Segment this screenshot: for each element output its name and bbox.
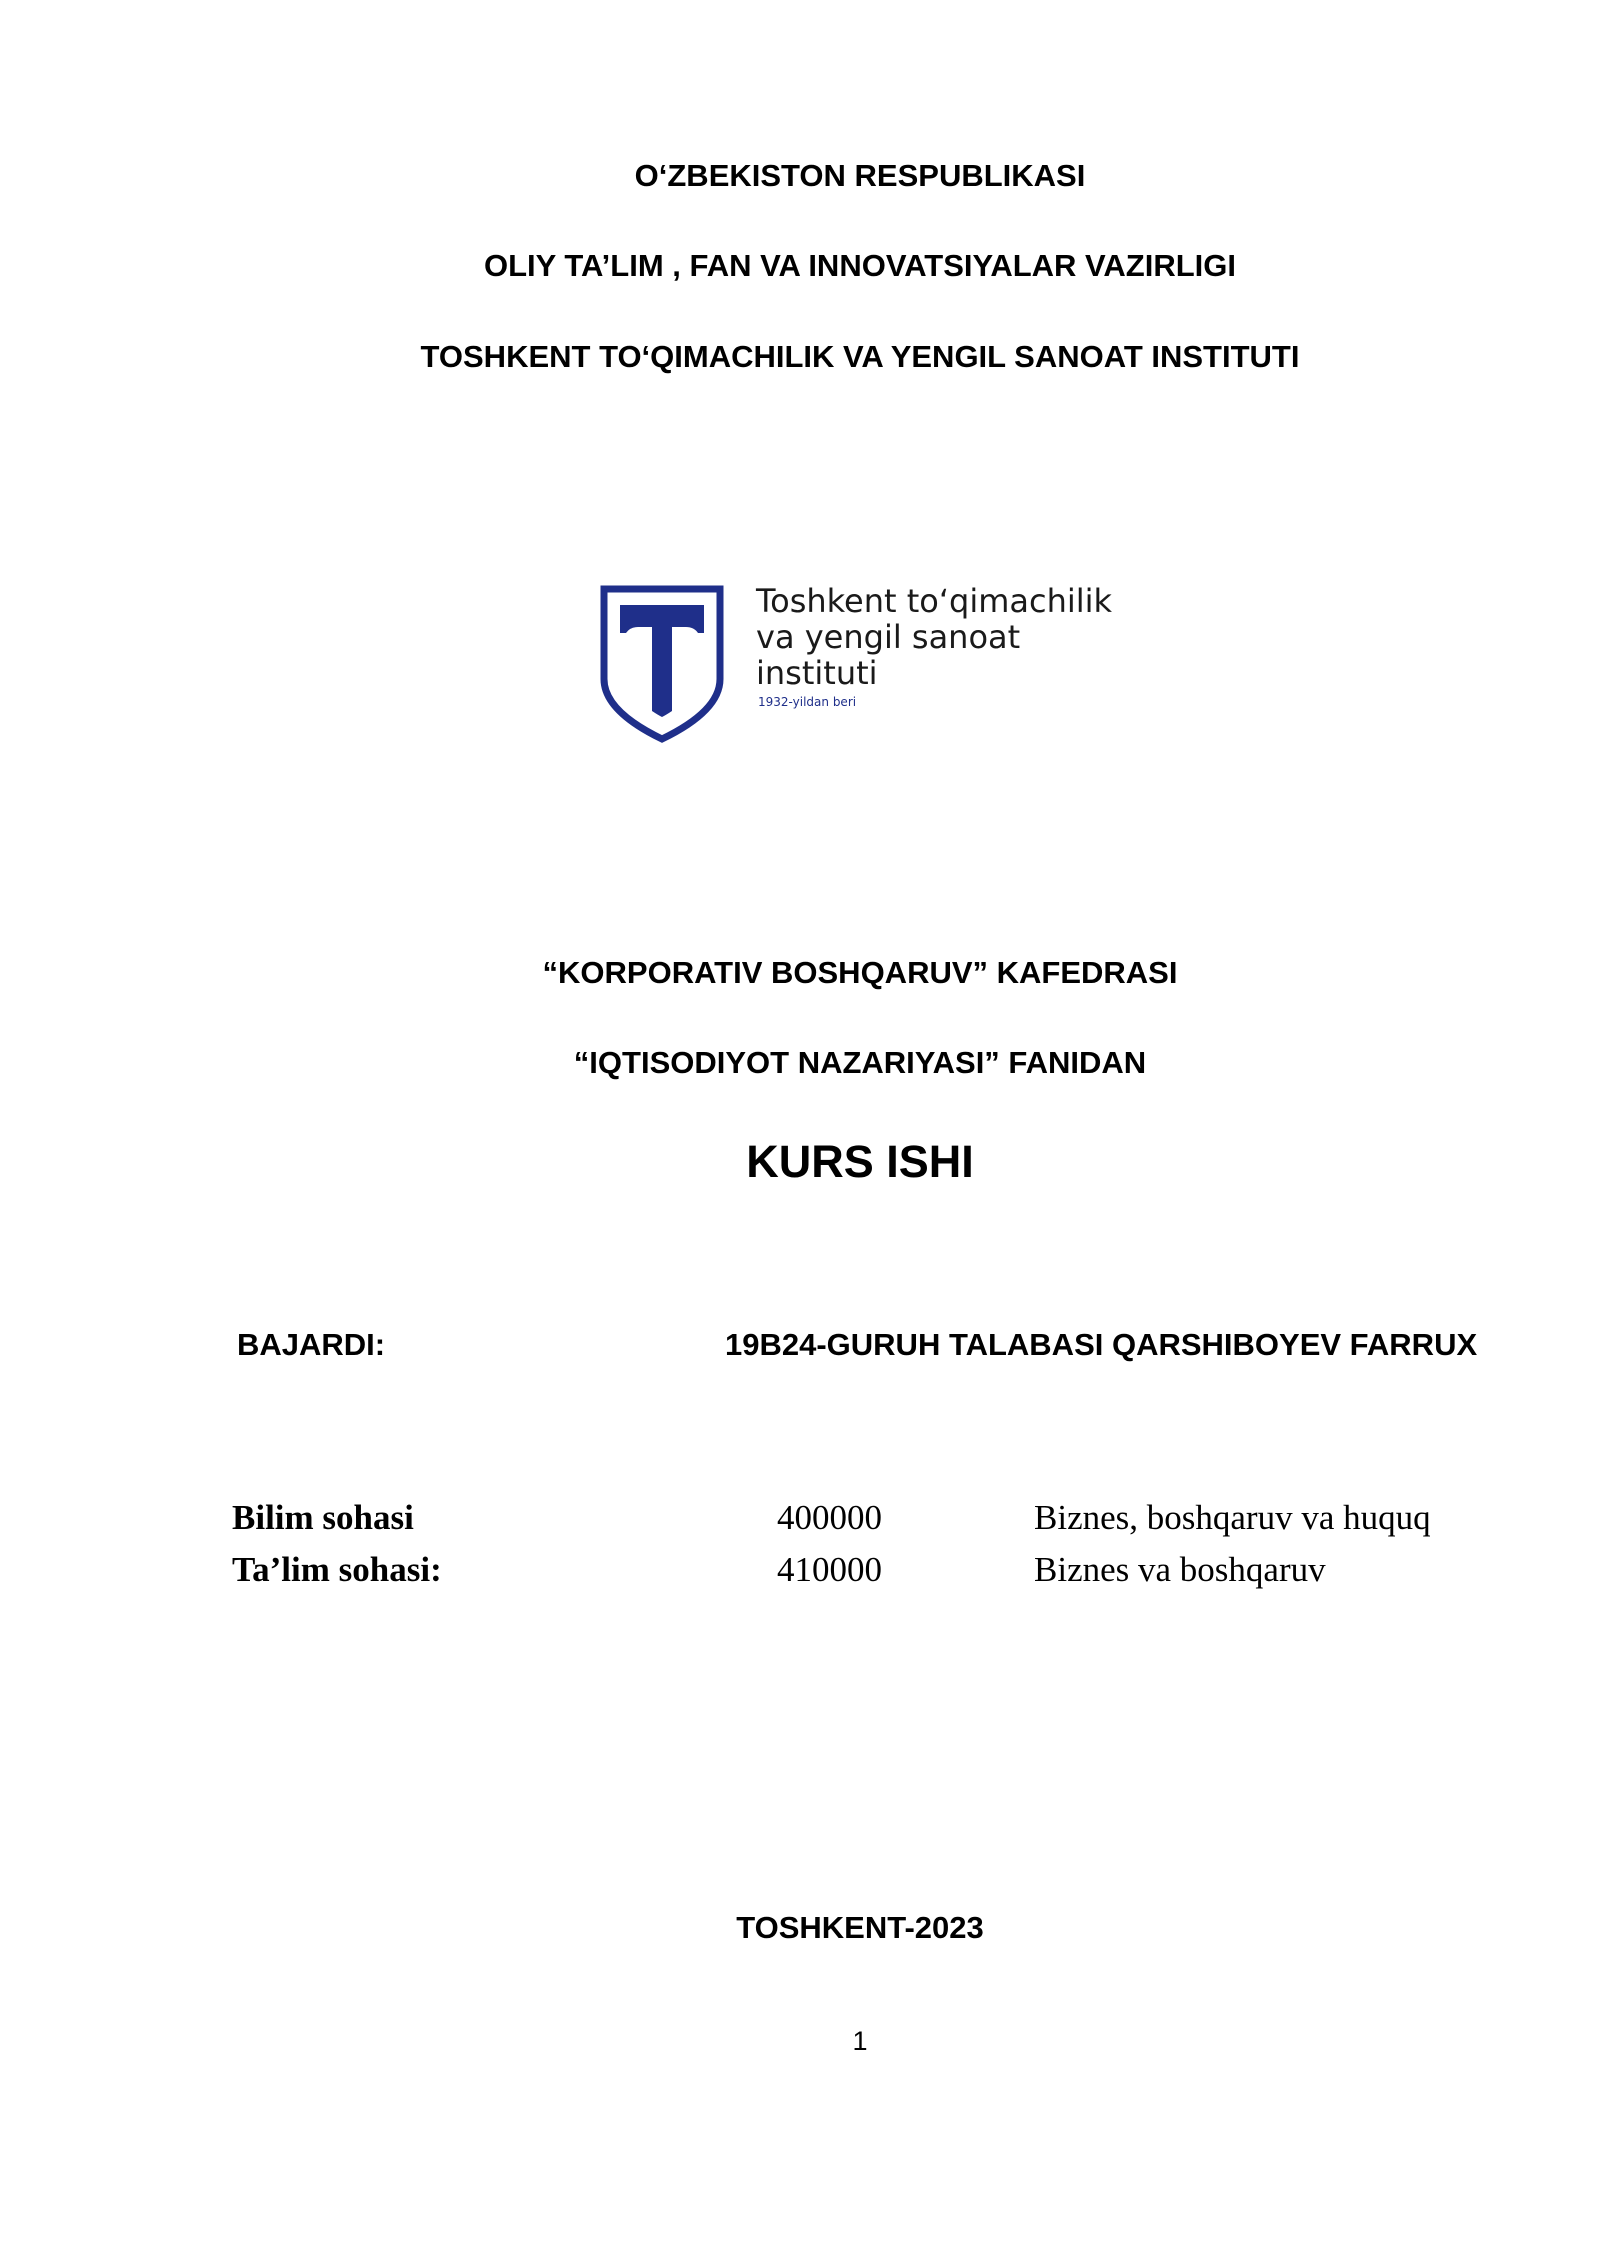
- logo-text-line-2: va yengil sanoat: [756, 618, 1021, 656]
- logo-text-line-1: Toshkent to‘qimachilik: [756, 582, 1113, 620]
- republic-heading: O‘ZBEKISTON RESPUBLIKASI: [634, 158, 1086, 193]
- field-name: Biznes va boshqaruv: [1034, 1550, 1326, 1589]
- field-label: Bilim sohasi: [232, 1498, 414, 1537]
- author-value: 19B24-GURUH TALABASI QARSHIBOYEV FARRUX: [725, 1327, 1478, 1362]
- logo-tagline: 1932-yildan beri: [758, 695, 857, 709]
- city-year: TOSHKENT-2023: [736, 1910, 984, 1945]
- field-label: Ta’lim sohasi:: [232, 1550, 442, 1589]
- document-title: KURS ISHI: [746, 1136, 974, 1187]
- author-label: BAJARDI:: [237, 1327, 386, 1362]
- field-row: [0, 1550, 1600, 1600]
- department-heading: “KORPORATIV BOSHQARUV” KAFEDRASI: [542, 955, 1178, 990]
- institute-heading: TOSHKENT TO‘QIMACHILIK VA YENGIL SANOAT INSTITUTI: [420, 339, 1300, 374]
- field-row: [0, 1498, 1600, 1548]
- institute-logo: [596, 583, 1156, 743]
- page-number: 1: [852, 2026, 868, 2056]
- ministry-heading: OLIY TA’LIM , FAN VA INNOVATSIYALAR VAZIRLIGI: [483, 248, 1237, 283]
- field-code: 410000: [777, 1550, 882, 1589]
- logo-text-line-3: instituti: [756, 654, 878, 692]
- shield-icon: [596, 583, 728, 743]
- logo-wordmark: [756, 583, 1112, 691]
- field-code: 400000: [777, 1498, 882, 1537]
- field-name: Biznes, boshqaruv va huquq: [1034, 1498, 1431, 1537]
- subject-heading: “IQTISODIYOT NAZARIYASI” FANIDAN: [573, 1045, 1147, 1080]
